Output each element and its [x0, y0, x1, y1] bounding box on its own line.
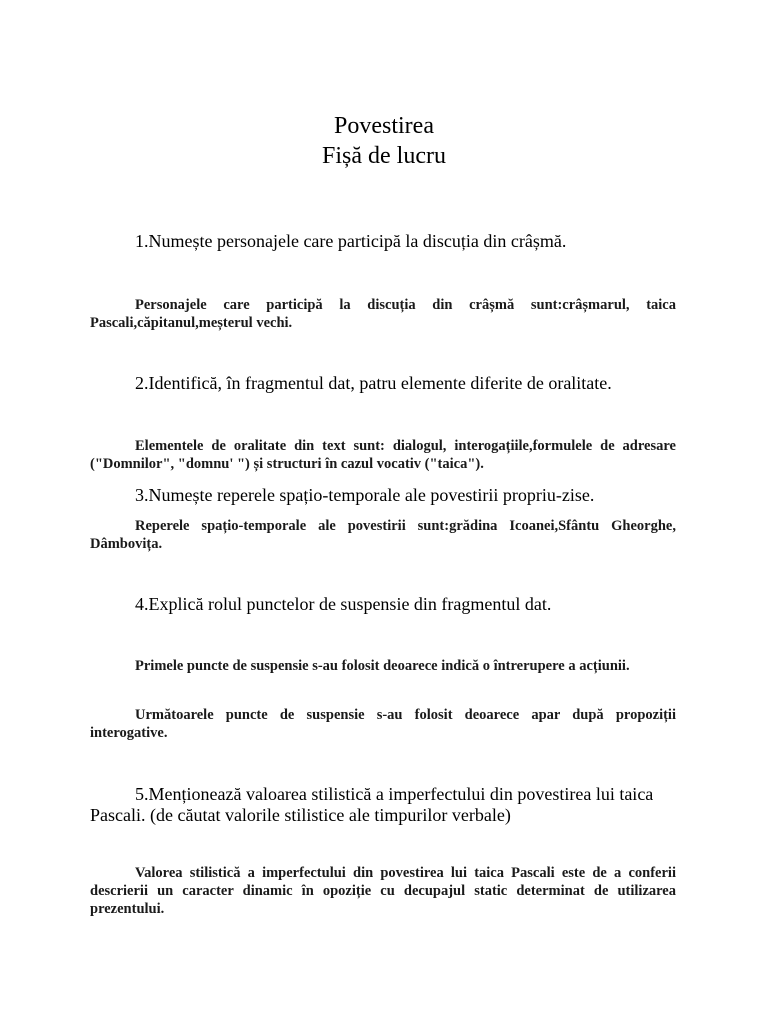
answer-2: Elementele de oralitate din text sunt: dialogul, interogațiile,formulele de adresare ("Domnilor", "domnu' ") și structuri în cazul vocativ ("taica"). — [90, 438, 676, 472]
document-title: Povestirea — [334, 113, 434, 139]
question-3: 3.Numește reperele spațio-temporale ale povestirii propriu-zise. — [135, 485, 595, 505]
answer-3: Reperele spațio-temporale ale povestirii sunt:grădina Icoanei,Sfântu Gheorghe, Dâmbovița. — [90, 518, 676, 552]
answer-4a: Primele puncte de suspensie s-au folosit deoarece indică o întrerupere a acțiunii. — [135, 658, 630, 674]
question-2: 2.Identifică, în fragmentul dat, patru elemente diferite de oralitate. — [135, 373, 612, 393]
answer-4b: Următoarele puncte de suspensie s-au folosit deoarece apar după propoziții interogative. — [90, 707, 676, 741]
answer-5: Valorea stilistică a imperfectului din povestirea lui taica Pascali este de a conferii descrierii un caracter dinamic în opoziție cu decupajul static determinat de utilizarea prezentului. — [90, 865, 676, 917]
document-subtitle: Fișă de lucru — [322, 143, 446, 169]
answer-1: Personajele care participă la discuția din crâșmă sunt:crâșmarul, taica Pascali,căpitanul,meșterul vechi. — [90, 297, 676, 331]
question-4: 4.Explică rolul punctelor de suspensie din fragmentul dat. — [135, 594, 552, 614]
question-1: 1.Numește personajele care participă la discuția din crâșmă. — [135, 231, 567, 251]
question-5: 5.Menționează valoarea stilistică a imperfectului din povestirea lui taica Pascali. (de căutat valorile stilistice ale timpurilor verbale) — [90, 784, 654, 825]
